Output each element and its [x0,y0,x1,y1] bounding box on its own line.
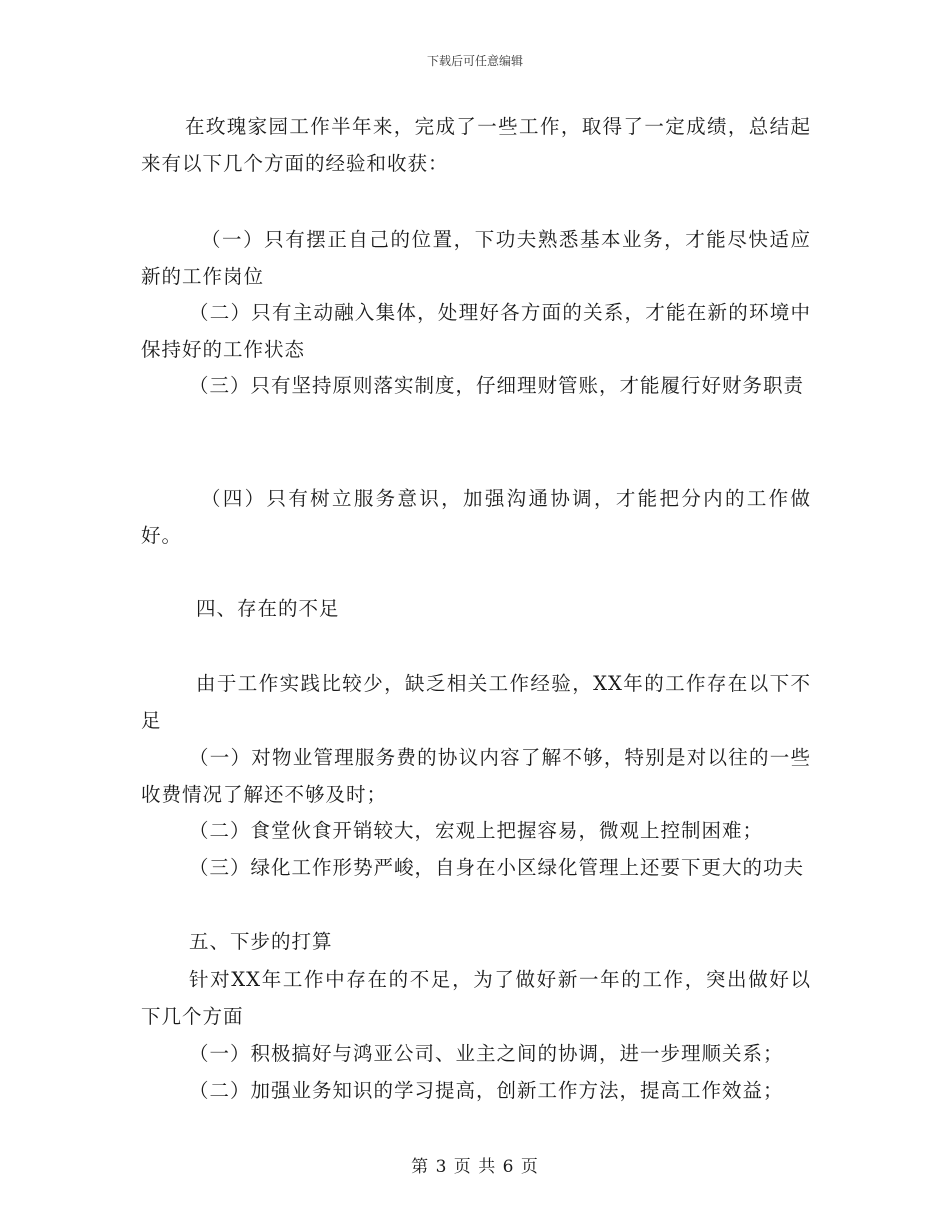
section-heading-shortcomings: 四、存在的不足 [196,597,340,620]
paragraph-experience-2: （二）只有主动融入集体，处理好各方面的关系，才能在新的环境中保持好的工作状态 [141,301,811,361]
section-heading-next-steps: 五、下步的打算 [189,930,333,953]
paragraph-next-step-2: （二）加强业务知识的学习提高，创新工作方法，提高工作效益； [189,1079,784,1102]
paragraph-experience-3: （三）只有坚持原则落实制度，仔细理财管账，才能履行好财务职责 [189,374,805,397]
paragraph-experience-1: （一）只有摆正自己的位置，下功夫熟悉基本业务，才能尽快适应新的工作岗位 [141,228,811,288]
page-number-footer: 第 3 页 共 6 页 [411,1157,539,1177]
paragraph-shortcoming-1: （一）对物业管理服务费的协议内容了解不够，特别是对以往的一些收费情况了解还不够及时； [141,746,811,806]
paragraph-next-steps-intro: 针对XX年工作中存在的不足，为了做好新一年的工作，突出做好以下几个方面 [141,968,811,1028]
paragraph-shortcoming-2: （二）食堂伙食开销较大，宏观上把握容易，微观上控制困难； [189,819,764,842]
paragraph-shortcoming-3: （三）绿化工作形势严峻，自身在小区绿化管理上还要下更大的功夫 [189,856,805,879]
page-header: 下载后可任意编辑 [426,54,523,68]
paragraph-next-step-1: （一）积极搞好与鸿亚公司、业主之间的协调，进一步理顺关系； [189,1042,784,1065]
paragraph-experience-4: （四）只有树立服务意识，加强沟通协调，才能把分内的工作做好。 [141,487,811,547]
paragraph-experience-intro: 在玫瑰家园工作半年来，完成了一些工作，取得了一定成绩，总结起来有以下几个方面的经验和收获： [141,115,811,175]
paragraph-shortcomings-intro: 由于工作实践比较少，缺乏相关工作经验，XX年的工作存在以下不足 [141,672,811,732]
